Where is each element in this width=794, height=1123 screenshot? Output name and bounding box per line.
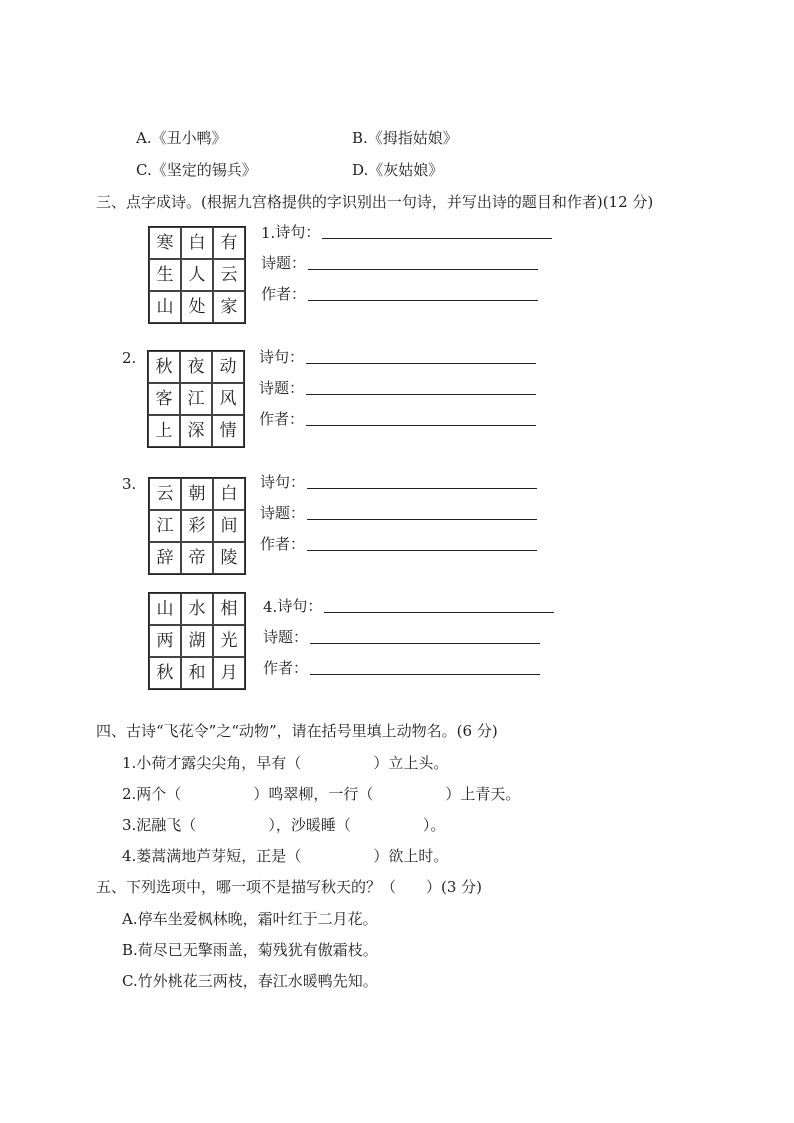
fill-item-4: [122, 846, 448, 866]
grid-cell: 情: [212, 415, 244, 447]
choice-b: B.荷尽已无擎雨盖，菊残犹有傲霜枝。: [122, 941, 378, 959]
answer-blank[interactable]: [307, 550, 537, 551]
grid-cell: 江: [180, 383, 212, 415]
fill-text: 3.泥融飞（: [122, 816, 197, 834]
grid-cell: 秋: [149, 657, 181, 689]
answer-blank[interactable]: [310, 643, 540, 644]
answer-blank[interactable]: [322, 238, 552, 239]
choice-c: C.竹外桃花三两枝，春江水暖鸭先知。: [122, 972, 378, 990]
grid-cell: 客: [148, 383, 180, 415]
nine-grid-3: [148, 477, 246, 575]
fill-item-1: [122, 753, 448, 773]
fill-text: ）欲上时。: [373, 847, 449, 865]
fill-item-2: [122, 784, 520, 804]
answer-label: 诗句：: [260, 473, 306, 491]
grid-cell: 有: [213, 227, 245, 259]
fill-text: ）上青天。: [445, 785, 521, 803]
option-b: B.《拇指姑娘》: [352, 129, 458, 147]
answer-title-4[interactable]: [263, 627, 540, 647]
answer-blank[interactable]: [306, 394, 536, 395]
section3-heading: 三、点字成诗。(根据九宫格提供的字识别出一句诗，并写出诗的题目和作者)(12 分): [96, 193, 654, 211]
grid-cell: 生: [149, 259, 181, 291]
answer-title-2[interactable]: [259, 378, 536, 398]
grid-cell: 江: [149, 510, 181, 542]
grid-cell: 云: [213, 259, 245, 291]
grid-cell: 寒: [149, 227, 181, 259]
answer-blank[interactable]: [310, 674, 540, 675]
section5-heading: 五、下列选项中，哪一项不是描写秋天的？（ ）(3 分): [96, 878, 483, 896]
grid-cell: 湖: [181, 625, 213, 657]
nine-grid-4: [148, 592, 246, 690]
option-a: A.《丑小鸭》: [136, 129, 227, 147]
fill-text: 2.两个（: [122, 785, 182, 803]
answer-line-4[interactable]: [263, 596, 554, 616]
grid-cell: 朝: [181, 478, 213, 510]
answer-title-3[interactable]: [260, 503, 537, 523]
grid-cell: 间: [213, 510, 245, 542]
grid-cell: 云: [149, 478, 181, 510]
nine-grid-1: [148, 226, 246, 324]
fill-text: 4.蒌蒿满地芦芽短，正是（: [122, 847, 302, 865]
grid-cell: 人: [181, 259, 213, 291]
answer-blank[interactable]: [307, 519, 537, 520]
answer-line-3[interactable]: [260, 472, 537, 492]
grid-cell: 和: [181, 657, 213, 689]
nine-grid-2: [147, 350, 245, 448]
grid-cell: 山: [149, 593, 181, 625]
answer-label: 作者：: [260, 535, 306, 553]
grid-cell: 秋: [148, 351, 180, 383]
answer-label: 诗题：: [263, 628, 309, 646]
answer-blank[interactable]: [308, 269, 538, 270]
grid-cell: 夜: [180, 351, 212, 383]
puzzle-number: 1.: [261, 224, 276, 242]
answer-line-2[interactable]: [259, 347, 536, 367]
answer-blank[interactable]: [306, 425, 536, 426]
answer-line-1[interactable]: [261, 222, 552, 242]
option-c: C.《坚定的锡兵》: [136, 161, 257, 179]
grid-cell: 光: [213, 625, 245, 657]
grid-cell: 辞: [149, 542, 181, 574]
answer-label: 作者：: [259, 410, 305, 428]
answer-label: 诗题：: [259, 379, 305, 397]
grid-cell: 深: [180, 415, 212, 447]
answer-label: 诗题：: [260, 504, 306, 522]
choice-a: A.停车坐爱枫林晚，霜叶红于二月花。: [122, 910, 378, 928]
grid-cell: 月: [213, 657, 245, 689]
grid-cell: 相: [213, 593, 245, 625]
grid-cell: 陵: [213, 542, 245, 574]
answer-label: 诗句：: [275, 223, 321, 241]
puzzle-number: 3.: [122, 475, 137, 493]
grid-cell: 白: [213, 478, 245, 510]
fill-text: ）立上头。: [373, 754, 449, 772]
answer-label: 作者：: [261, 285, 307, 303]
grid-cell: 风: [212, 383, 244, 415]
puzzle-number: 2.: [122, 349, 137, 367]
section4-heading: 四、古诗“飞花令”之“动物”，请在括号里填上动物名。(6 分): [96, 722, 498, 740]
answer-blank[interactable]: [324, 612, 554, 613]
fill-item-3: [122, 815, 445, 835]
answer-blank[interactable]: [308, 300, 538, 301]
option-d: D.《灰姑娘》: [352, 161, 444, 179]
answer-label: 诗句：: [259, 348, 305, 366]
answer-blank[interactable]: [306, 363, 536, 364]
answer-author-2[interactable]: [259, 409, 536, 429]
fill-text: ）。: [422, 816, 446, 834]
grid-cell: 两: [149, 625, 181, 657]
answer-title-1[interactable]: [261, 253, 538, 273]
grid-cell: 动: [212, 351, 244, 383]
puzzle-number: 4.: [263, 598, 278, 616]
fill-text: ），沙暖睡（: [268, 816, 351, 834]
grid-cell: 彩: [181, 510, 213, 542]
grid-cell: 帝: [181, 542, 213, 574]
answer-label: 诗句：: [277, 597, 323, 615]
answer-label: 诗题：: [261, 254, 307, 272]
answer-author-4[interactable]: [263, 658, 540, 678]
grid-cell: 山: [149, 291, 181, 323]
answer-blank[interactable]: [307, 488, 537, 489]
fill-text: ）鸣翠柳，一行（: [253, 785, 374, 803]
answer-label: 作者：: [263, 659, 309, 677]
fill-text: 1.小荷才露尖尖角，早有（: [122, 754, 302, 772]
grid-cell: 水: [181, 593, 213, 625]
grid-cell: 上: [148, 415, 180, 447]
grid-cell: 白: [181, 227, 213, 259]
answer-author-1[interactable]: [261, 284, 538, 304]
grid-cell: 家: [213, 291, 245, 323]
grid-cell: 处: [181, 291, 213, 323]
answer-author-3[interactable]: [260, 534, 537, 554]
